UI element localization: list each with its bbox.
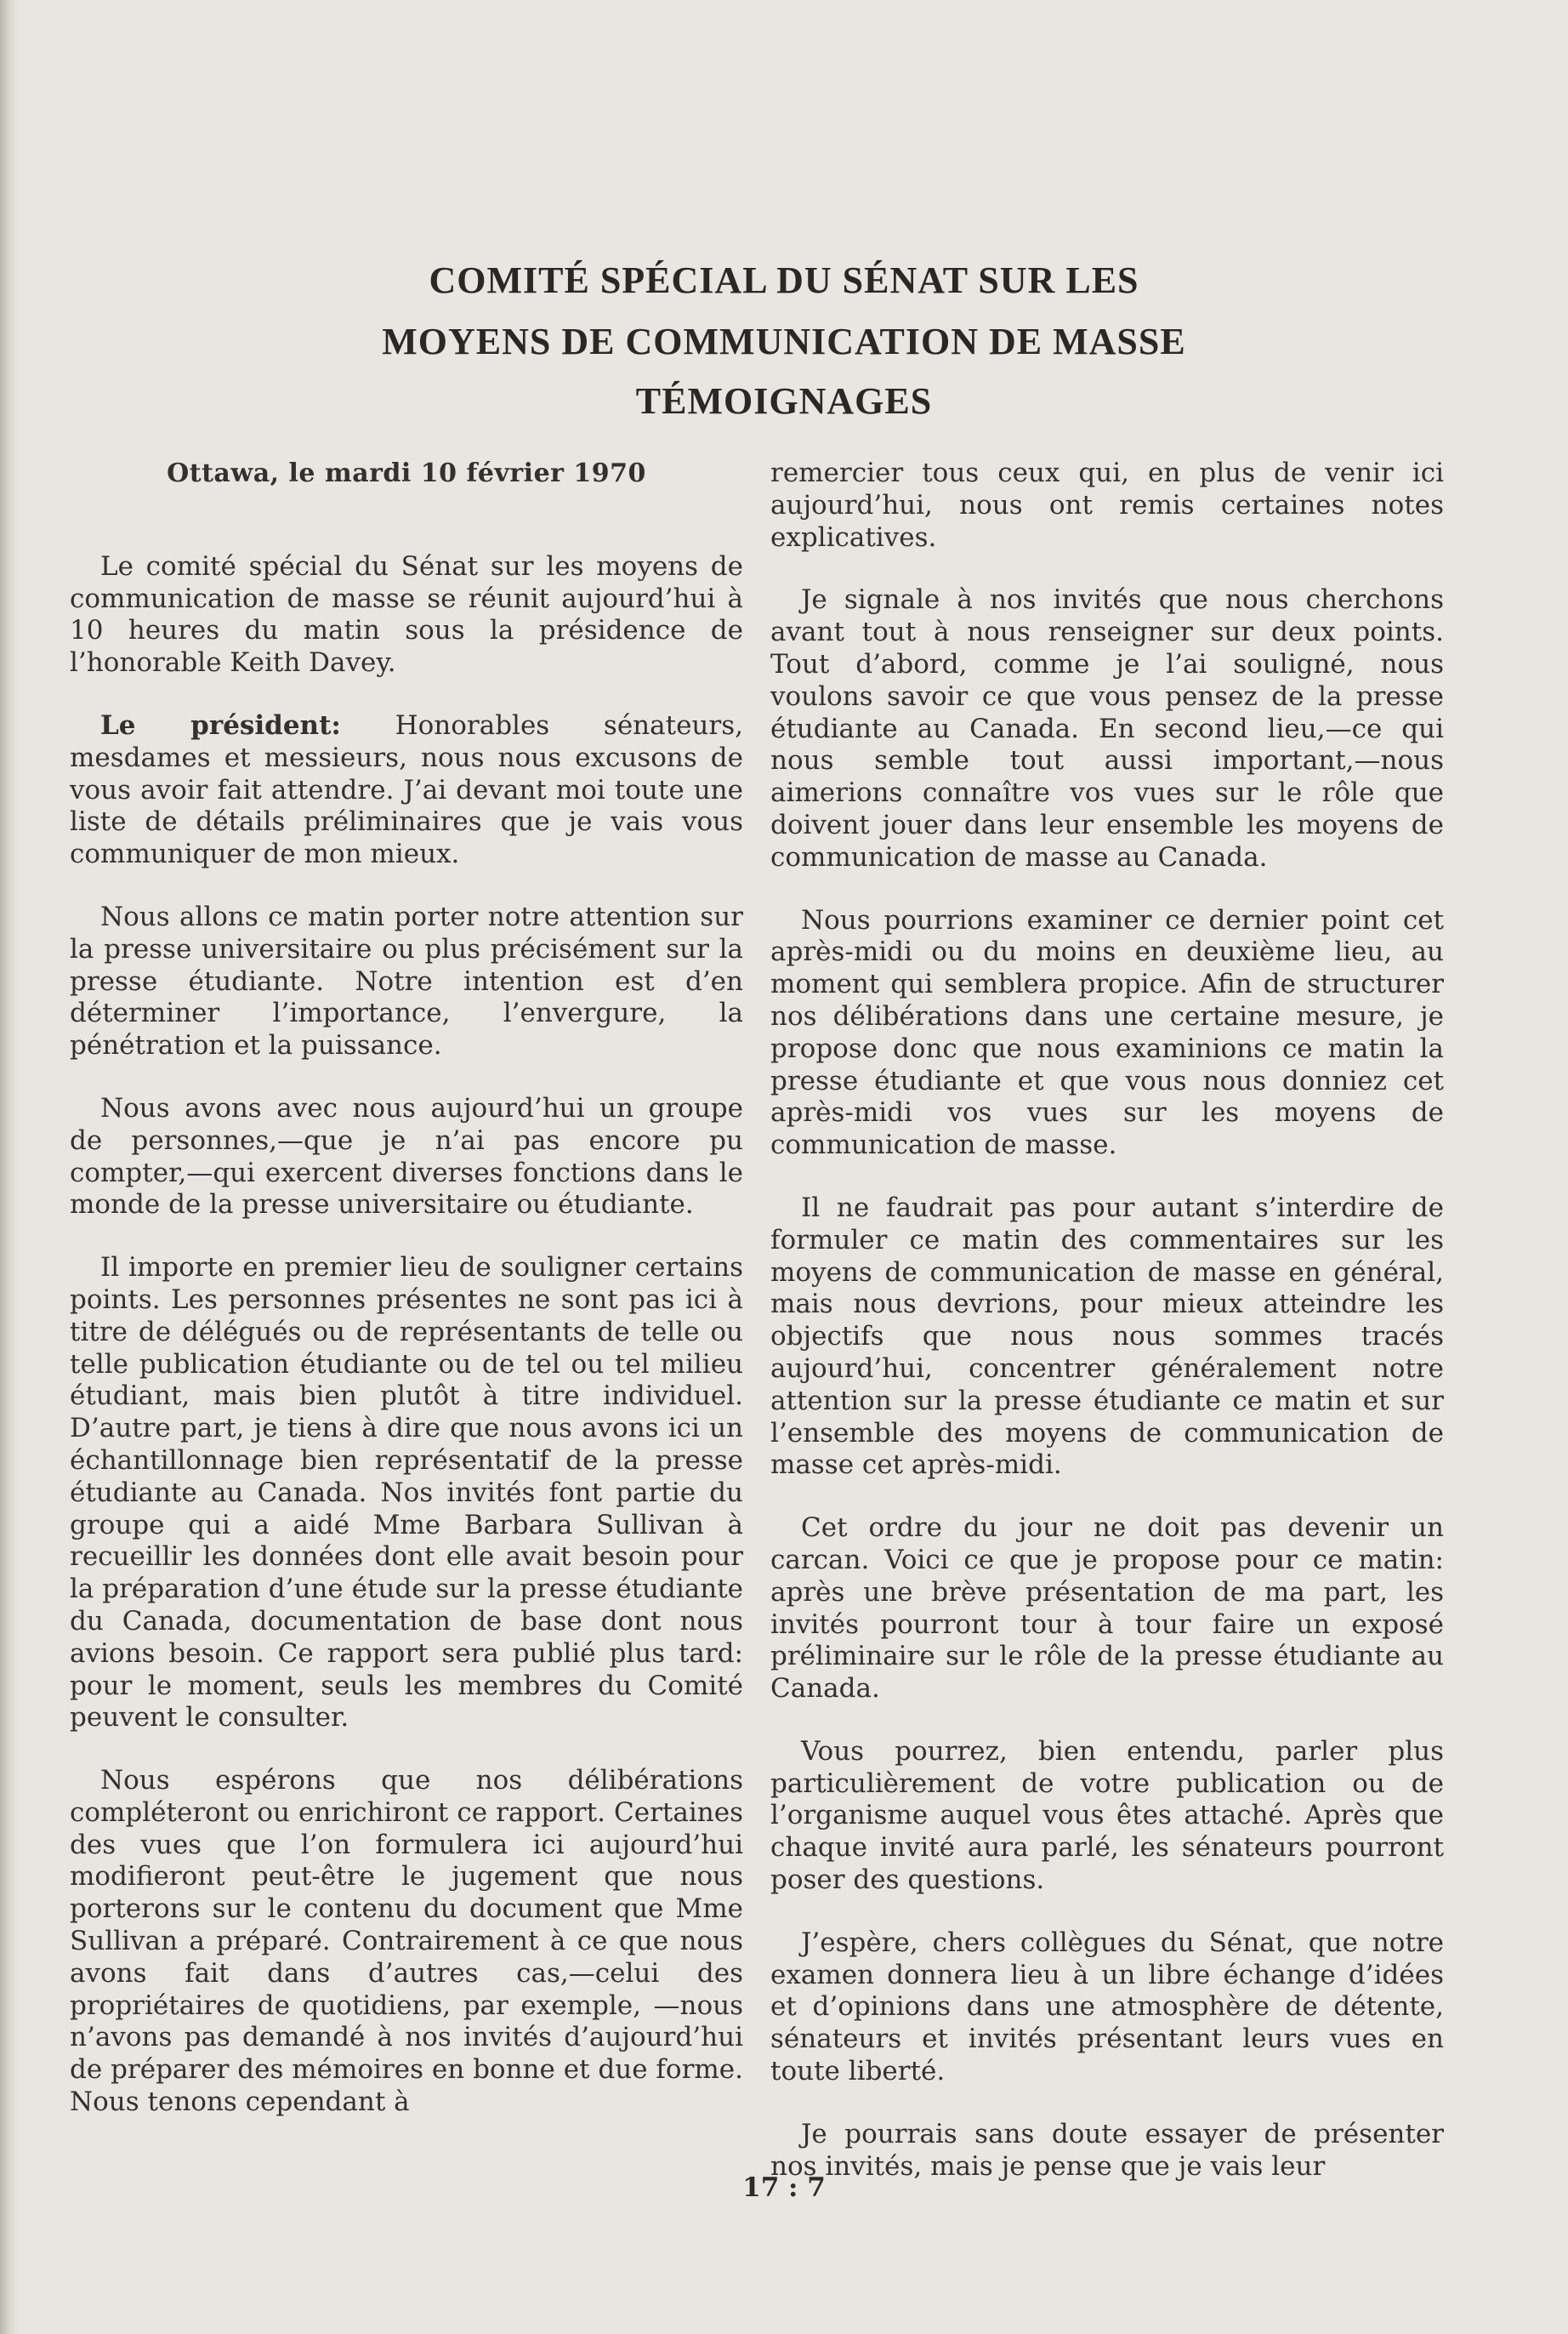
paragraph: Nous pourrions examiner ce dernier point cet après-midi ou du moins en deuxième lieu, au moment qui semblera propice. Afin de structurer nos délibérations dans une certaine mesure, je propose donc que nous examinions ce matin la presse étudiante et que vous nous donniez cet après-midi vos vues sur les moyens de communication de masse. — [770, 904, 1444, 1161]
paragraph: Nous allons ce matin porter notre attention sur la presse universitaire ou plus précisément sur la presse étudiante. Notre intention est d’en déterminer l’importance, l’envergure, la pénétration et la puissance. — [70, 901, 743, 1062]
speaker-name: Le président: — [100, 709, 341, 741]
session-date: Ottawa, le mardi 10 février 1970 — [167, 458, 646, 488]
paragraph: Nous avons avec nous aujourd’hui un groupe de personnes,—que je n’ai pas encore pu compter,—qui exercent diverses fonctions dans le monde de la presse universitaire ou étudiante. — [70, 1092, 743, 1221]
right-column — [770, 458, 1444, 2213]
committee-title-line-1: COMITÉ SPÉCIAL DU SÉNAT SUR LES — [429, 259, 1139, 301]
page-number: 17 : 7 — [742, 2172, 826, 2203]
paragraph: J’espère, chers collègues du Sénat, que notre examen donnera lieu à un libre échange d’idées et d’opinions dans une atmosphère de détente, sénateurs et invités présentant leurs vues en toute liberté. — [770, 1927, 1444, 2087]
paragraph-speaker — [70, 710, 743, 871]
left-column — [70, 458, 743, 2149]
paragraph: Il ne faudrait pas pour autant s’interdire de formuler ce matin des commentaires sur les moyens de communication de masse en général, mais nous devrions, pour mieux atteindre les objectifs que nous nous sommes tracés aujourd’hui, concentrer généralement notre attention sur la presse étudiante ce matin et sur l’ensemble des moyens de communication de masse cet après-midi. — [770, 1192, 1444, 1481]
speaker-text: Honorables sénateurs, mesdames et messieurs, nous nous excusons de vous avoir fait attendre. J’ai devant moi toute une liste de détails préliminaires que je vais vous communiquer de mon mieux. — [70, 709, 743, 870]
paragraph: Cet ordre du jour ne doit pas devenir un carcan. Voici ce que je propose pour ce matin: après une brève présentation de ma part, les invités pourront tour à tour faire un exposé préliminaire sur le rôle de la presse étudiante au Canada. — [770, 1512, 1444, 1705]
paragraph: Je pourrais sans doute essayer de présenter nos invités, mais je pense que je vais leur — [770, 2118, 1444, 2182]
section-title-temoignages: TÉMOIGNAGES — [635, 380, 933, 422]
paragraph: Vous pourrez, bien entendu, parler plus particulièrement de votre publication ou de l’organisme auquel vous êtes attaché. Après que chaque invité aura parlé, les sénateurs pourront poser des questions. — [770, 1735, 1444, 1896]
paragraph: Il importe en premier lieu de souligner certains points. Les personnes présentes ne sont pas ici à titre de délégués ou de représentants de telle ou telle publication étudiante ou de tel ou tel milieu étudiant, mais bien plutôt à titre individuel. D’autre part, je tiens à dire que nous avons ici un échantillonnage bien représentatif de la presse étudiante au Canada. Nos invités font partie du groupe qui a aidé Mme Barbara Sullivan à recueillir les données dont elle avait besoin pour la préparation d’une étude sur la presse étudiante du Canada, documentation de base dont nous avions besoin. Ce rapport sera publié plus tard: pour le moment, seuls les membres du Comité peuvent le consulter. — [70, 1252, 743, 1733]
committee-title-line-2: MOYENS DE COMMUNICATION DE MASSE — [382, 321, 1186, 362]
paragraph: Je signale à nos invités que nous cherchons avant tout à nous renseigner sur deux points. Tout d’abord, comme je l’ai souligné, nous voulons savoir ce que vous pensez de la presse étudiante au Canada. En second lieu,—ce qui nous semble tout aussi important,—nous aimerions connaître vos vues sur le rôle que doivent jouer dans leur ensemble les moyens de communication de masse au Canada. — [770, 584, 1444, 873]
paragraph-continued: remercier tous ceux qui, en plus de venir ici aujourd’hui, nous ont remis certaines notes explicatives. — [770, 458, 1444, 553]
paragraph: Nous espérons que nos délibérations compléteront ou enrichiront ce rapport. Certaines des vues que l’on formulera ici aujourd’hui modifieront peut-être le jugement que nous porterons sur le contenu du document que Mme Sullivan a préparé. Contrairement à ce que nous avons fait dans d’autres cas,—celui des propriétaires de quotidiens, par exemple, —nous n’avons pas demandé à nos invités d’aujourd’hui de préparer des mémoires en bonne et due forme. Nous tenons cependant à — [70, 1765, 743, 2118]
paragraph: Le comité spécial du Sénat sur les moyens de communication de masse se réunit aujourd’hui à 10 heures du matin sous la présidence de l’honorable Keith Davey. — [70, 550, 743, 679]
